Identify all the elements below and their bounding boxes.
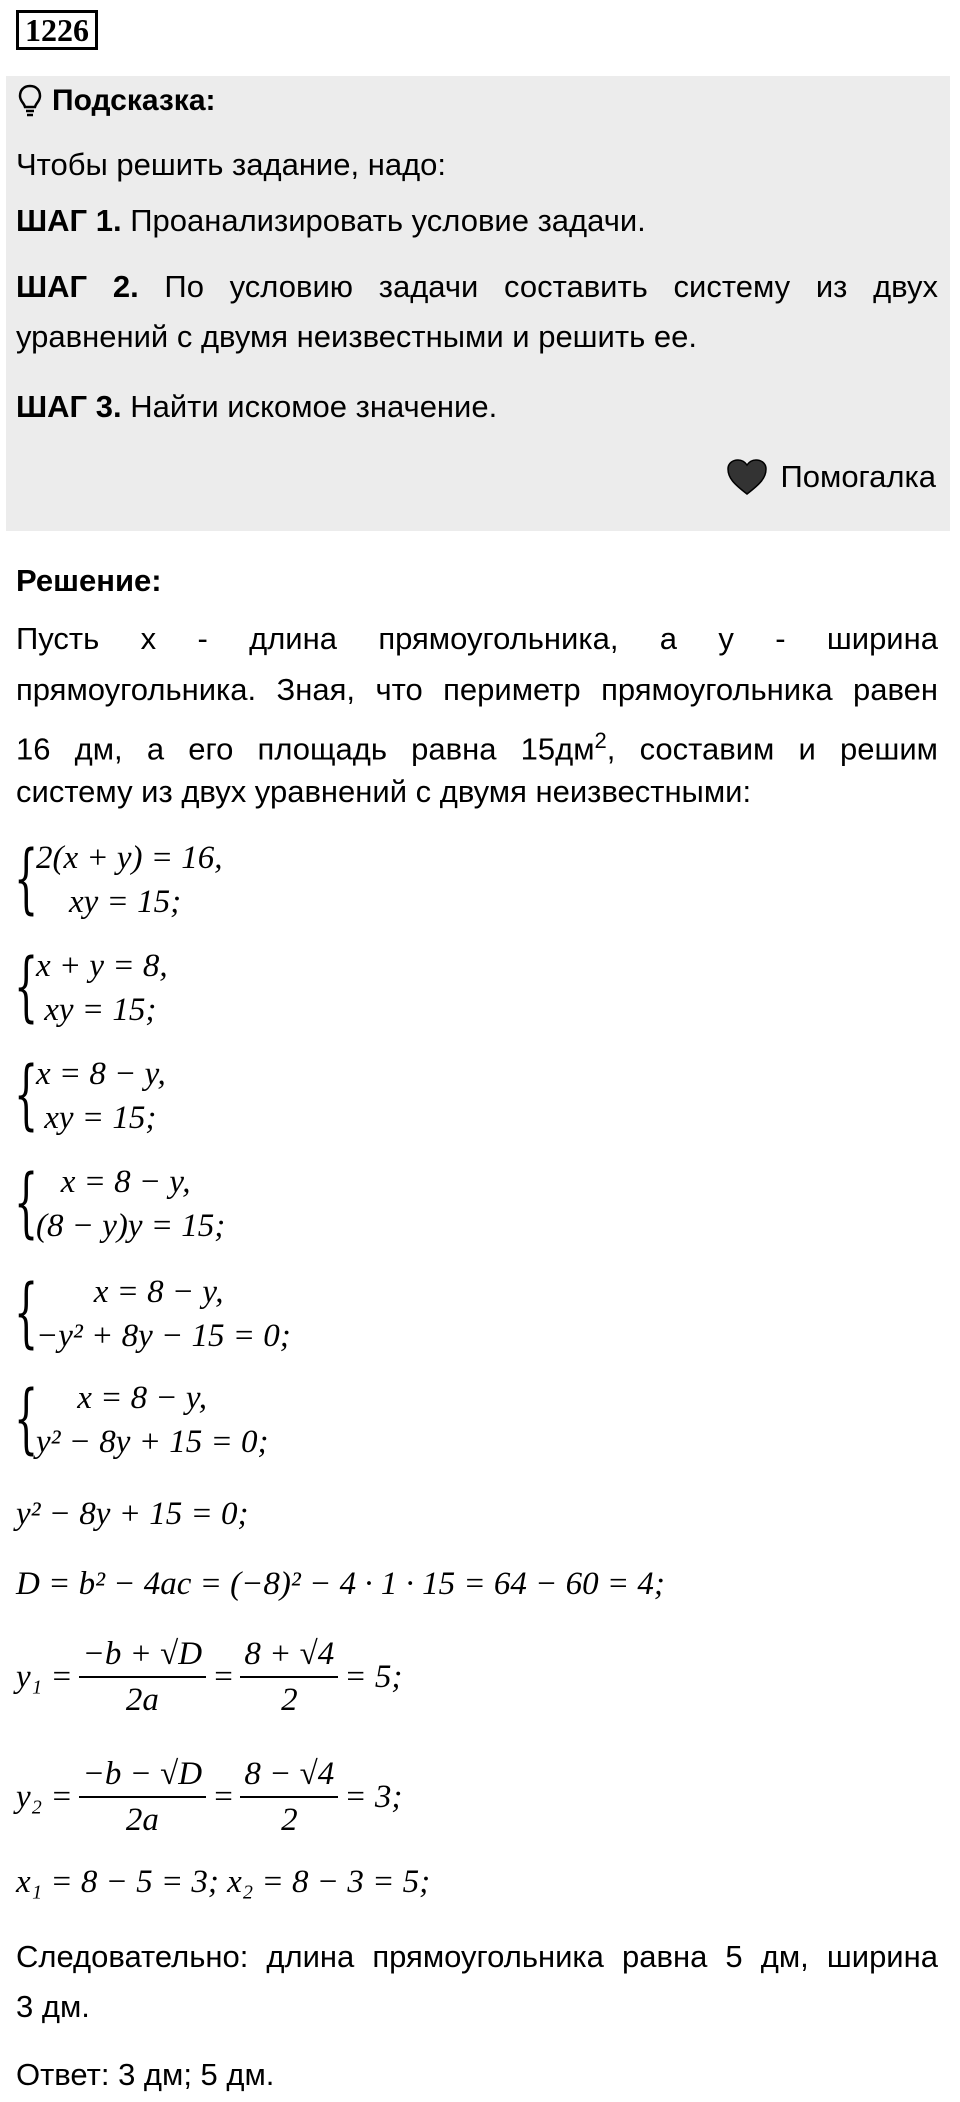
step-2-text-1: По условию задачи составить систему из двух <box>138 269 938 304</box>
system-5: { x = 8 − y, −y² + 8y − 15 = 0; <box>14 1267 291 1356</box>
discriminant-equation: D = b² − 4ac = (−8)² − 4 · 1 · 15 = 64 − 60 = 4; <box>16 1566 665 1602</box>
system-4: { x = 8 − y, (8 − y)y = 15; <box>14 1157 226 1246</box>
pomogalka-link[interactable] <box>726 458 936 496</box>
y1-lhs: y₁ = <box>16 1658 73 1695</box>
y2-frac2-den: 2 <box>281 1802 298 1838</box>
hint-step-1 <box>16 196 646 246</box>
solution-para-line-3 <box>16 716 938 774</box>
hint-step-2-line-1 <box>16 262 938 312</box>
step-3-text: Найти искомое значение. <box>121 389 498 424</box>
para-line-3-a: 16 дм, а его площадь равна 15дм <box>16 731 595 767</box>
quadratic-equation: y² − 8y + 15 = 0; <box>16 1496 249 1532</box>
y2-equation: y₂ = $\frac{-b - √D}{2a}$ = $\frac{8 - √4}{2}$ = 3; <box>16 1752 402 1842</box>
system-1: { 2(x + y) = 16, xy = 15; <box>14 833 223 922</box>
y1-equation: y₁ = $\frac{-b + √D}{2a}$ = $\frac{8 + √4}{2}$ = 5; <box>16 1632 402 1722</box>
solution-title: Решение: <box>16 563 162 598</box>
para-line-3-b: , составим и решим <box>606 731 938 767</box>
step-3-label: ШАГ 3. <box>16 389 122 424</box>
y2-frac1-num: −b − √D <box>79 1752 206 1798</box>
y1-frac2-num: 8 + √4 <box>240 1632 338 1678</box>
lightbulb-icon <box>18 84 42 118</box>
y1-frac1-num: −b + √D <box>79 1632 206 1678</box>
y1-result: = 5; <box>344 1658 403 1695</box>
hint-step-3 <box>16 382 497 432</box>
step-1-text: Проанализировать условие задачи. <box>121 203 646 238</box>
answer: Ответ: 3 дм; 5 дм. <box>16 2057 275 2092</box>
brand-label: Помогалка <box>780 459 936 494</box>
solution-para-line-2: прямоугольника. Зная, что периметр прямоугольника равен <box>16 672 938 707</box>
y2-frac1-den: 2a <box>125 1802 159 1838</box>
y2-frac2-num: 8 − √4 <box>240 1752 338 1798</box>
system-2: { x + y = 8, xy = 15; <box>14 941 168 1030</box>
task-number: 1226 <box>16 10 98 50</box>
system-6: { x = 8 − y, y² − 8y + 15 = 0; <box>14 1373 269 1462</box>
conclusion-line-2: 3 дм. <box>16 1989 90 2024</box>
hint-step-2-line-2: уравнений с двумя неизвестными и решить ее. <box>16 319 697 354</box>
step-1-label: ШАГ 1. <box>16 203 122 238</box>
system-3: { x = 8 − y, xy = 15; <box>14 1049 166 1138</box>
para-line-3-sup: 2 <box>594 728 607 753</box>
solution-para-line-1: Пусть x - длина прямоугольника, а y - ширина <box>16 621 938 656</box>
x-values: x₁ = 8 − 5 = 3; x₂ = 8 − 3 = 5; <box>16 1864 431 1900</box>
hint-title <box>18 84 216 118</box>
y2-result: = 3; <box>344 1778 403 1815</box>
step-2-label: ШАГ 2. <box>16 269 139 304</box>
heart-icon <box>726 458 768 496</box>
hint-title-text: Подсказка: <box>52 84 216 117</box>
y2-lhs: y₂ = <box>16 1778 73 1815</box>
conclusion-line-1: Следовательно: длина прямоугольника равна 5 дм, ширина <box>16 1939 938 1974</box>
y1-frac1-den: 2a <box>125 1682 159 1718</box>
solution-para-line-4: систему из двух уравнений с двумя неизвестными: <box>16 774 752 809</box>
y1-frac2-den: 2 <box>281 1682 298 1718</box>
hint-intro: Чтобы решить задание, надо: <box>16 147 447 182</box>
